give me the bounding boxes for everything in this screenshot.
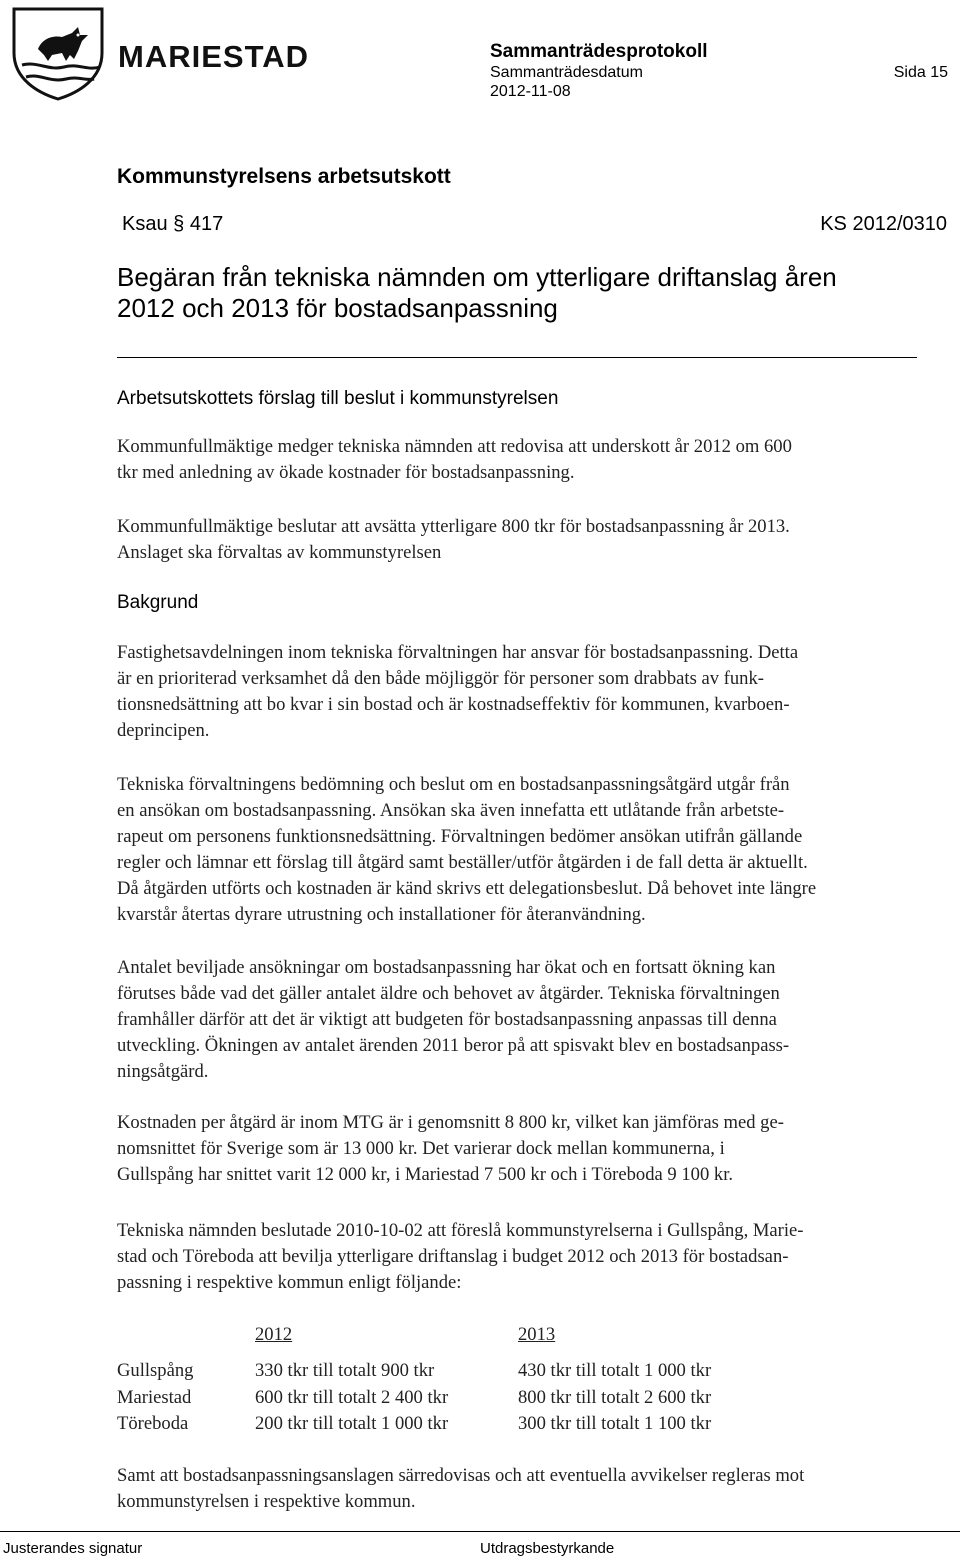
paragraph-background-4: [117, 1110, 957, 1188]
text-line: framhåller därför att det är viktigt att budgeten för bostadsanpassning anpassas till denna: [117, 1009, 777, 1030]
paragraph-background-5: [117, 1218, 957, 1296]
table-header-cell: [255, 1324, 518, 1358]
footer-divider: [0, 1531, 960, 1532]
text-line: regler och lämnar ett förslag till åtgärd samt beställer/utför åtgärden i de fall detta är aktuellt.: [117, 852, 808, 873]
amount-2012-cell: 600 tkr till totalt 2 400 tkr: [255, 1386, 449, 1408]
page-number: Sida 15: [893, 64, 948, 81]
table-header-empty: [117, 1324, 255, 1358]
text-line: tkr med anledning av ökade kostnader för bostadsanpassning.: [117, 462, 575, 483]
item-title-line: Begäran från tekniska nämnden om ytterligare driftanslag åren: [117, 262, 837, 292]
paragraph-background-2: [117, 772, 957, 928]
table-row: [117, 1385, 711, 1412]
text-line: Kommunfullmäktige beslutar att avsätta ytterligare 800 tkr för bostadsanpassning år 2013.: [117, 516, 790, 537]
text-line: kommunstyrelsen i respektive kommun.: [117, 1491, 416, 1512]
text-line: Tekniska förvaltningens bedömning och beslut om en bostadsanpassningsåtgärd utgår från: [117, 774, 790, 795]
text-line: kvarstår återtas dyrare utrustning och installationer för återanvändning.: [117, 904, 646, 925]
proposal-heading: Arbetsutskottets förslag till beslut i kommunstyrelsen: [117, 388, 559, 409]
municipality-cell: Töreboda: [117, 1413, 189, 1435]
committee-name: Kommunstyrelsens arbetsutskott: [117, 165, 451, 188]
amount-2012-cell: 330 tkr till totalt 900 tkr: [255, 1360, 435, 1382]
text-line: en ansökan om bostadsanpassning. Ansökan ska även innefatta ett utlåtande från arbetste-: [117, 800, 785, 821]
document-type-title: Sammanträdesprotokoll: [490, 41, 708, 62]
paragraph-background-1: [117, 640, 957, 744]
section-number: Ksau § 417: [122, 213, 224, 235]
paragraph-background-3: [117, 955, 957, 1085]
text-line: Tekniska nämnden beslutade 2010-10-02 att föreslå kommunstyrelserna i Gullspång, Marie-: [117, 1220, 804, 1241]
amount-2013-cell: 430 tkr till totalt 1 000 tkr: [518, 1360, 712, 1382]
paragraph-proposal-2: [117, 514, 957, 566]
table-row: [117, 1411, 711, 1438]
text-line: passning i respektive kommun enligt följande:: [117, 1272, 462, 1293]
table-header-row: [117, 1324, 711, 1358]
text-line: förutses både vad det gäller antalet äldre och behovet av åtgärder. Tekniska förvaltningen: [117, 983, 780, 1004]
amount-2012-cell: 200 tkr till totalt 1 000 tkr: [255, 1413, 449, 1435]
meeting-date-label: Sammanträdesdatum: [490, 64, 643, 81]
year-2012-header: 2012: [255, 1324, 293, 1345]
budget-table: [117, 1324, 711, 1438]
text-line: Fastighetsavdelningen inom tekniska förvaltningen har ansvar för bostadsanpassning. Detta: [117, 642, 799, 663]
municipality-cell: Mariestad: [117, 1386, 192, 1408]
mariestad-logo: [8, 5, 309, 101]
municipality-cell: Gullspång: [117, 1360, 194, 1382]
text-line: deprincipen.: [117, 720, 210, 741]
text-line: nomsnittet för Sverige som är 13 000 kr. Det varierar dock mellan kommunerna, i: [117, 1138, 725, 1159]
item-title: [117, 262, 937, 324]
text-line: Samt att bostadsanpassningsanslagen särredovisas och att eventuella avvikelser regleras mot: [117, 1465, 805, 1486]
logo-wordmark: MARIESTAD: [118, 39, 309, 74]
table-row: [117, 1358, 711, 1385]
extract-certification-label: Utdragsbestyrkande: [480, 1540, 615, 1557]
year-2013-header: 2013: [518, 1324, 556, 1345]
paragraph-proposal-1: [117, 434, 957, 486]
amount-2013-cell: 300 tkr till totalt 1 100 tkr: [518, 1413, 712, 1435]
title-divider: [117, 357, 917, 358]
text-line: Kostnaden per åtgärd är inom MTG är i genomsnitt 8 800 kr, vilket kan jämföras med ge-: [117, 1112, 784, 1133]
paragraph-closing: [117, 1463, 957, 1515]
background-heading: Bakgrund: [117, 592, 199, 613]
text-line: är en prioriterad verksamhet då den både möjliggör för personer som drabbats av funk-: [117, 668, 764, 689]
text-line: ningsåtgärd.: [117, 1061, 209, 1082]
text-line: Gullspång har snittet varit 12 000 kr, i Mariestad 7 500 kr och i Töreboda 9 100 kr.: [117, 1164, 734, 1185]
coat-of-arms-icon: [8, 5, 108, 101]
text-line: Anslaget ska förvaltas av kommunstyrelsen: [117, 542, 442, 563]
table-header-cell: [518, 1324, 711, 1358]
case-number: KS 2012/0310: [820, 213, 947, 235]
text-line: utveckling. Ökningen av antalet ärenden 2011 beror på att spisvakt blev en bostadsanpass-: [117, 1035, 790, 1056]
signature-label: Justerandes signatur: [3, 1540, 143, 1557]
text-line: tionsnedsättning att bo kvar i sin bostad och är kostnadseffektiv för kommunen, kvarboen-: [117, 694, 790, 715]
text-line: Antalet beviljade ansökningar om bostadsanpassning har ökat och en fortsatt ökning kan: [117, 957, 776, 978]
text-line: Då åtgärden utförts och kostnaden är känd skrivs ett delegationsbeslut. Då behovet inte längre: [117, 878, 817, 899]
text-line: Kommunfullmäktige medger tekniska nämnden att redovisa att underskott år 2012 om 600: [117, 436, 792, 457]
item-title-line: 2012 och 2013 för bostadsanpassning: [117, 293, 558, 323]
text-line: rapeut om personens funktionsnedsättning. Förvaltningen bedömer ansökan utifrån gällande: [117, 826, 803, 847]
amount-2013-cell: 800 tkr till totalt 2 600 tkr: [518, 1386, 712, 1408]
text-line: stad och Töreboda att bevilja ytterligare driftanslag i budget 2012 och 2013 för bostadsan-: [117, 1246, 789, 1267]
meeting-date: 2012-11-08: [490, 83, 571, 100]
